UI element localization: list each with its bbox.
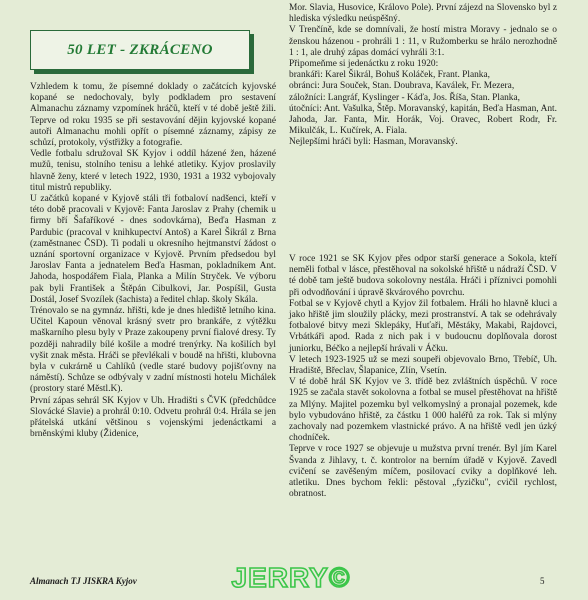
right-column-text-top: Mor. Slavia, Husovice, Královo Pole). První zájezd na Slovensko byl z hlediska výsledku neúspěšný. V Trenčíně, kde se domnívali, že hostí mistra Moravy - jednalo se o ženskou házenou - prohráli 1 : 11, v Ružomberku se hrálo nerozhodně 1 : 1, ale druhý zápas domácí vyhráli 3:1. Připomeňme si jedenáctku z roku 1920: brankáři: Karel Šikrál, Bohuš Koláček, Frant. Planka, obránci: Jura Souček, Stan. Doubrava, Kaválek, Fr. Mezera, záložníci: Langráf, Kyslinger - Káďa, Jos. Říša, Stan. Planka, útočníci: Ant. Vašulka, Štěp. Moravanský, kapitán, Beďa Hasman, Ant. Jahoda, Jar. Fanta, Mir. Horák, Voj. Oravec, Robert Rodr, Fr. Mikulčák, L. Kučírek, A. Fiala. Nejlepšími hráči byli: Hasman, Moravanský. xyxy=(289,3,557,148)
logo-text: JERRY© xyxy=(231,562,351,593)
page-title: 50 LET - ZKRÁCENO xyxy=(67,41,213,58)
title-box xyxy=(30,30,250,70)
footer-almanach: Almanach TJ JISKRA Kyjov xyxy=(30,576,137,586)
page-number: 5 xyxy=(540,576,545,586)
right-column-text-bottom: V roce 1921 se SK Kyjov přes odpor starší generace a Sokola, kteří neměli fotbal v lásce, přestěhoval na sokolské hřiště u nádraží ČSD. V té době tam ještě budova sokolovny nestála. Hráči i příznivci pomohli při odvodňování i úpravě škvárového povrchu. Fotbal se v Kyjově chytl a Kyjov žil fotbalem. Hráli ho hlavně kluci a jako hřiště jim sloužily plácky, mezi prostranství. A tak se odehrávaly fotbalové bitvy mezi Sklepáky, Huťaři, Městáky, Makabi, Rajdovci, Vrbátkáři apod. Rada z nich pak i v budoucnu doplňovala dorost juniorku, Béčko a nejlepší hrávali v Áčku. V letech 1923-1925 už se mezi soupeři objevovalo Brno, Třebíč, Uh. Hradiště, Břeclav, Šlapanice, Zlín, Vsetín. V té době hrál SK Kyjov ve 3. třídě bez zvláštních úspěchů. V roce 1925 se začala stavět sokolovna a fotbal se musel přestěhovat na hřiště za Mlýny. Majitel pozemku byl velkomyslný a pronajal pozemek, kde bylo vybudováno hřiště, za částku 1 000 haléřů za rok. Tak si mlýny zachovaly nad pozemkem vlastnické právo. A na hřiště vedl jen úzký chodníček. Teprve v roce 1927 se objevuje u mužstva první trenér. Byl jím Karel Švanda z Jihlavy, t. č. kontrolor na berním úřadě v Kyjově. Zavedl cvičení se zavěšeným míčem, posilovací cviky a doplňkové leh. atletiku. Dnes bychom řekli: pěstoval „fyzičku", cvičil rychlost, obratnost. xyxy=(289,254,557,500)
left-column-text: Vzhledem k tomu, že písemné doklady o začátcích kyjovské kopané se nedochovaly, byly podkladem pro sestavení Almanachu záznamy vzpomínek hráčů, kteří v té době ještě žili. Teprve od roku 1935 se při sestavování dějin kyjovské kopané autoři Almanachu mohli opřít o písemné záznamy, zápisy ze schůzí, protokoly, výstřižky a fotografie. Vedle fotbalu sdružoval SK Kyjov i oddíl házené žen, házené mužů, tenisu, stolního tenisu a lehké atletiky. Kyjov proslavily hlavně ženy, které v letech 1922, 1930, 1931 a 1932 vybojovaly titul mistrů republiky. U začátků kopané v Kyjově stáli tři fotbaloví nadšenci, kteří v této době pracovali v Kyjově: Fanta Jaroslav z Prahy (chemik u firmy bří Šafaříkové - dnes sodovkárna), Beďa Hasman z Pardubic (pracoval v knihkupectví Antoš) a Karel Šikrál z Brna (zaměstnanec ČSD). Ti podali u okresního hejtmanství žádost o uznání sportovní organizace v Kyjově. Prvním předsedou byl Jaroslav Fanta a jednatelem Beďa Hasman, pokladníkem Ant. Jahoda, hospodářem Fiala, Planka a Milín Stryček. Ve výboru pak byli František a Štěpán Cibulkovi, Jar. Pospíšil, Gusta Dostál, Josef Svozílek (šachista) a ředitel chlap. školy Skála. Trénovalo se na gymnáz. hřišti, kde je dnes hlediště letního kina. Učitel Kapoun věnoval krásný svetr pro brankáře, z výtěžku maškarního plesu byly v Praze zakoupeny první fialové dresy. Ty později nahradily bílé košile a modré trenýrky. Na košilích byl vyšit znak města. Hráči se převlékali v boudě na hřišti, klubovna byla v cukrárně u Cahlíků (vedle staré budovy pojišťovny na náměstí). Schůze se odbývaly v zadní místnosti hotelu Michálek (prostory staré Městl.K). První zápas sehrál SK Kyjov v Uh. Hradišti s ČVK (předchůdce Slovácké Slavie) a prohrál 0:10. Odvetu prohrál 0:4. Hrála se jen přátelská utkání většinou s vojenskými jedenáctkami a brněnskými kluby (Židenice, xyxy=(30,82,276,440)
jerry-logo xyxy=(226,560,356,594)
